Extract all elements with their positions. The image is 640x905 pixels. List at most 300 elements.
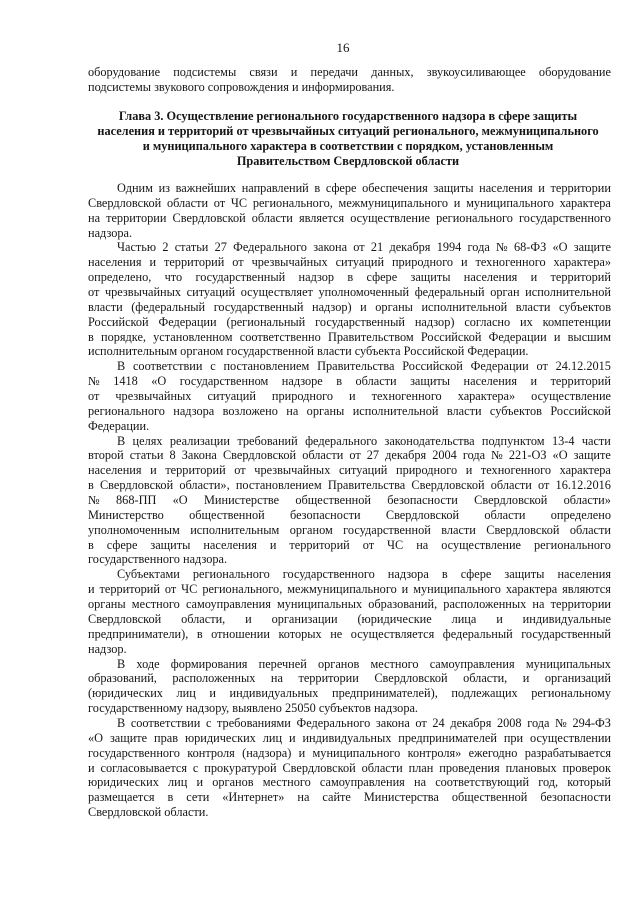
word: ЧС bbox=[387, 537, 404, 552]
word: безопасности bbox=[540, 790, 611, 805]
word: от bbox=[88, 285, 100, 300]
word: года bbox=[527, 715, 550, 730]
word: органы bbox=[88, 597, 126, 612]
word: от bbox=[415, 715, 427, 730]
text-line bbox=[88, 627, 611, 642]
word: Федерального bbox=[233, 240, 307, 255]
word: В bbox=[117, 656, 126, 671]
text-line bbox=[88, 330, 611, 345]
word: подпунктом bbox=[481, 433, 545, 448]
word: образований, bbox=[88, 671, 157, 686]
word: надзор) bbox=[414, 314, 455, 329]
word: территории bbox=[550, 597, 611, 612]
text-line bbox=[88, 211, 611, 226]
text-line bbox=[88, 716, 611, 731]
page-number: 16 bbox=[336, 40, 350, 55]
word: субъектов bbox=[489, 403, 542, 418]
paragraph bbox=[88, 240, 611, 359]
word: 27 bbox=[214, 240, 227, 255]
word: общественной bbox=[451, 790, 528, 805]
word: согласовывается bbox=[100, 760, 187, 775]
text-line: исполнительным органом государственной власти субъекта Российской Федерации. bbox=[88, 344, 529, 359]
word: надзор bbox=[298, 270, 335, 285]
word: власти bbox=[515, 299, 551, 314]
word: 21 bbox=[370, 240, 384, 255]
word: и bbox=[530, 270, 538, 285]
word: проведения bbox=[439, 760, 500, 775]
word: Свердловской bbox=[88, 195, 162, 210]
word: территории bbox=[550, 181, 611, 195]
word: установленном bbox=[153, 329, 233, 344]
word: и bbox=[245, 611, 252, 626]
word: юридических bbox=[88, 775, 159, 790]
word: от bbox=[164, 582, 177, 597]
word: расположенных bbox=[443, 597, 527, 612]
word: и bbox=[465, 463, 473, 478]
word: определено, bbox=[88, 270, 152, 285]
word: не bbox=[330, 626, 343, 641]
heading-line: населения и территорий от чрезвычайных ситуаций регионального, межмуниципального bbox=[97, 123, 599, 138]
word: Правительством bbox=[327, 329, 414, 344]
word: (надзора) bbox=[242, 745, 292, 760]
word: населения bbox=[557, 567, 611, 582]
word: федеральный bbox=[414, 285, 485, 300]
word: и bbox=[209, 686, 216, 701]
word: на bbox=[286, 403, 299, 418]
word: Министерство bbox=[88, 507, 164, 522]
text-line bbox=[88, 285, 611, 300]
word: Федерации bbox=[158, 314, 217, 329]
word: сети bbox=[186, 790, 210, 805]
word: при bbox=[503, 730, 524, 745]
word: территорий bbox=[289, 537, 350, 552]
word: муниципальных bbox=[277, 597, 363, 612]
text-line bbox=[88, 612, 611, 627]
word: в bbox=[88, 478, 94, 493]
word: защиты bbox=[150, 537, 191, 552]
word: и bbox=[461, 255, 468, 270]
word: года bbox=[462, 448, 486, 463]
word: Федерации bbox=[470, 359, 529, 374]
word: сфере bbox=[460, 567, 492, 582]
word: оборудование bbox=[88, 65, 161, 79]
word: лиц bbox=[176, 686, 196, 701]
word: области bbox=[166, 195, 209, 210]
word: от bbox=[234, 463, 246, 478]
word: в bbox=[88, 537, 94, 552]
word: области bbox=[490, 478, 532, 493]
word: № bbox=[555, 715, 567, 730]
word: 1994 bbox=[436, 240, 462, 255]
word: 1418 bbox=[113, 374, 138, 389]
word: осуществление bbox=[441, 537, 522, 552]
word: защиты bbox=[433, 181, 474, 195]
word: лиц bbox=[168, 775, 188, 790]
word: защите bbox=[109, 730, 148, 745]
word: и bbox=[88, 582, 95, 597]
word: населения bbox=[479, 181, 533, 195]
word: и bbox=[522, 671, 530, 686]
word: их bbox=[520, 314, 533, 329]
word: и bbox=[290, 65, 298, 79]
word: и bbox=[538, 181, 545, 195]
word: «О bbox=[172, 493, 188, 508]
text-line bbox=[88, 671, 611, 686]
word: муниципального bbox=[466, 195, 554, 210]
word: ситуаций bbox=[207, 389, 256, 404]
word: государственной bbox=[343, 522, 431, 537]
word: план bbox=[408, 760, 434, 775]
word: данных, bbox=[371, 65, 414, 79]
word: регионального bbox=[436, 210, 513, 225]
word: законодательства bbox=[384, 433, 475, 448]
word: территорий bbox=[550, 374, 611, 389]
word: оборудование bbox=[538, 65, 611, 79]
word: области bbox=[355, 374, 397, 389]
word: уполномоченным bbox=[88, 522, 180, 537]
paragraph bbox=[88, 434, 611, 568]
word: государственный bbox=[315, 314, 405, 329]
word: безопасности bbox=[387, 493, 458, 508]
word: безопасности bbox=[289, 507, 361, 522]
word: органом bbox=[289, 522, 333, 537]
word: в bbox=[88, 329, 94, 344]
word: проверок bbox=[562, 760, 611, 775]
word: защите bbox=[573, 448, 611, 463]
word: Министерстве bbox=[203, 493, 280, 508]
word: самоуправления bbox=[429, 656, 515, 671]
word: органов bbox=[317, 656, 360, 671]
word: размещается bbox=[88, 790, 155, 805]
word: предпринимателей), bbox=[332, 686, 438, 701]
word: самоуправления bbox=[319, 775, 405, 790]
word: на bbox=[297, 790, 310, 805]
word: муниципального bbox=[413, 582, 501, 597]
word: характера» bbox=[553, 255, 611, 270]
word: области bbox=[569, 522, 611, 537]
word: защиты bbox=[410, 374, 451, 389]
word: 24.12.2015 bbox=[555, 359, 611, 374]
word: № bbox=[491, 448, 503, 463]
word: ЧС bbox=[181, 582, 198, 597]
word: подсистемы bbox=[173, 65, 237, 79]
word: Закона bbox=[181, 448, 217, 463]
word: техногенного bbox=[480, 463, 551, 478]
word: закона bbox=[375, 715, 410, 730]
word: и bbox=[553, 329, 561, 344]
text-line bbox=[88, 359, 611, 374]
word: Свердловской bbox=[486, 522, 560, 537]
word: надзора bbox=[173, 403, 215, 418]
text-line bbox=[88, 389, 611, 404]
word: и bbox=[530, 374, 538, 389]
word: власти bbox=[441, 522, 476, 537]
text-line bbox=[88, 597, 611, 612]
word: и bbox=[401, 582, 409, 597]
word: требований bbox=[237, 433, 298, 448]
word: 24 bbox=[432, 715, 445, 730]
word: Свердловской bbox=[282, 760, 356, 775]
word: защиты bbox=[410, 270, 451, 285]
word: государственного bbox=[88, 745, 180, 760]
text-line bbox=[88, 374, 611, 389]
word: организации bbox=[271, 611, 338, 626]
word: и bbox=[88, 760, 95, 775]
word: «О bbox=[151, 374, 167, 389]
text-line bbox=[88, 508, 611, 523]
word: звукоусиливающее bbox=[426, 65, 526, 79]
word: чрезвычайных bbox=[254, 463, 331, 478]
word: субъектов bbox=[558, 299, 611, 314]
word: природного bbox=[395, 463, 458, 478]
text-line: надзор. bbox=[88, 641, 127, 656]
word: государственного bbox=[519, 210, 611, 225]
text-line: государственного надзора. bbox=[88, 552, 228, 567]
word: определено bbox=[550, 507, 611, 522]
chapter-heading bbox=[58, 109, 638, 168]
text-line bbox=[88, 538, 611, 553]
paragraph bbox=[88, 181, 611, 240]
word: соответственно bbox=[239, 329, 321, 344]
continuation-text bbox=[88, 65, 611, 95]
word: который bbox=[567, 775, 611, 790]
chapter-body bbox=[88, 181, 611, 820]
word: контроля» bbox=[407, 745, 462, 760]
word: 2008 bbox=[496, 715, 522, 730]
text-line bbox=[88, 196, 611, 211]
word: 8 bbox=[169, 448, 176, 463]
word: в bbox=[196, 626, 203, 641]
word: 294-ФЗ bbox=[572, 715, 611, 730]
word: Российской bbox=[402, 359, 463, 374]
word: характера» bbox=[457, 389, 516, 404]
word: территорий bbox=[550, 270, 611, 285]
word: индивидуальные bbox=[522, 611, 611, 626]
word: области», bbox=[179, 478, 230, 493]
word: государственный bbox=[521, 626, 611, 641]
word: образований, bbox=[368, 597, 438, 612]
word: закона bbox=[313, 240, 348, 255]
text-line bbox=[88, 315, 611, 330]
word: направлений bbox=[241, 181, 309, 195]
word: важнейших bbox=[175, 181, 237, 195]
text-line bbox=[88, 404, 611, 419]
text-line bbox=[88, 657, 611, 672]
word: лица bbox=[451, 611, 477, 626]
word: местного bbox=[131, 597, 180, 612]
text-line: Свердловской области. bbox=[88, 805, 209, 820]
word: государственном bbox=[179, 374, 269, 389]
word: (юридические bbox=[357, 611, 432, 626]
word: области, bbox=[181, 611, 226, 626]
word: является bbox=[298, 210, 345, 225]
word: Свердловской bbox=[222, 448, 297, 463]
word: (федеральный bbox=[131, 299, 206, 314]
word: разрабатывается bbox=[524, 745, 611, 760]
word: межмуниципального bbox=[338, 195, 449, 210]
word: сфере bbox=[366, 270, 398, 285]
word: техногенного bbox=[371, 389, 442, 404]
word: «О bbox=[552, 240, 568, 255]
word: власти bbox=[88, 299, 123, 314]
word: второй bbox=[88, 448, 124, 463]
text-line bbox=[88, 270, 611, 285]
word: на bbox=[413, 775, 427, 790]
word: в bbox=[347, 270, 354, 285]
word: высшим bbox=[567, 329, 611, 344]
word: и bbox=[196, 775, 204, 790]
text-line bbox=[88, 478, 611, 493]
word: территорий bbox=[163, 255, 225, 270]
word: постановлением bbox=[223, 359, 310, 374]
text-line bbox=[88, 790, 611, 805]
word: общественной bbox=[295, 493, 371, 508]
word: сайте bbox=[322, 790, 351, 805]
word: природного bbox=[271, 389, 334, 404]
word: защите bbox=[573, 240, 611, 255]
text-line bbox=[88, 181, 611, 196]
word: на bbox=[88, 210, 101, 225]
word: сфере bbox=[325, 181, 357, 195]
word: государственного bbox=[282, 567, 375, 582]
word: характера bbox=[559, 463, 611, 478]
word: соответствии bbox=[132, 359, 203, 374]
word: области bbox=[302, 448, 344, 463]
word: отношении bbox=[211, 626, 270, 641]
word: из bbox=[158, 181, 171, 195]
word: год, bbox=[538, 775, 559, 790]
word: органы bbox=[375, 299, 413, 314]
word: В bbox=[117, 359, 126, 374]
word: возложено bbox=[222, 403, 278, 418]
word: на bbox=[416, 537, 429, 552]
word: области» bbox=[563, 493, 611, 508]
word: осуществляется bbox=[350, 626, 435, 641]
word: на bbox=[270, 671, 283, 686]
word: Федерального bbox=[296, 715, 371, 730]
word: характера bbox=[559, 195, 611, 210]
text-line: надзора. bbox=[88, 225, 133, 240]
word: органов bbox=[212, 775, 254, 790]
word: от bbox=[88, 389, 100, 404]
word: Одним bbox=[117, 181, 153, 195]
word: чрезвычайных bbox=[115, 389, 192, 404]
word: декабря bbox=[385, 448, 427, 463]
word: 16.12.2016 bbox=[555, 478, 611, 493]
word: населения bbox=[203, 537, 257, 552]
word: (региональный bbox=[226, 314, 306, 329]
word: Министерства bbox=[363, 790, 439, 805]
word: статьи bbox=[129, 448, 164, 463]
word: осуществлении bbox=[530, 730, 611, 745]
word: межмуниципального bbox=[287, 582, 397, 597]
word: региональному bbox=[531, 686, 611, 701]
word: подлежащих bbox=[451, 686, 518, 701]
word: сфере bbox=[106, 537, 138, 552]
word: Свердловской bbox=[99, 478, 174, 493]
word: и bbox=[496, 611, 503, 626]
word: индивидуальных bbox=[302, 730, 392, 745]
word: статьи bbox=[174, 240, 209, 255]
word: территории bbox=[106, 210, 167, 225]
word: Свердловской bbox=[474, 493, 548, 508]
word: исполнительной bbox=[525, 285, 611, 300]
word: от bbox=[538, 478, 550, 493]
word: Российской bbox=[550, 403, 611, 418]
word: предприниматели), bbox=[88, 626, 189, 641]
text-line bbox=[88, 761, 611, 776]
word: контроля bbox=[187, 745, 235, 760]
word: в bbox=[336, 374, 343, 389]
word: декабря bbox=[389, 240, 431, 255]
word: Правительства bbox=[317, 359, 395, 374]
word: ЧС bbox=[230, 195, 248, 210]
text-line bbox=[88, 582, 611, 597]
word: муниципальных bbox=[525, 656, 611, 671]
word: власти bbox=[446, 403, 482, 418]
word: индивидуальных bbox=[229, 686, 319, 701]
word: обеспечения bbox=[362, 181, 428, 195]
word: с bbox=[210, 359, 216, 374]
word: с bbox=[192, 760, 199, 775]
word: «О bbox=[552, 448, 568, 463]
word: 2004 bbox=[432, 448, 457, 463]
word: населения bbox=[463, 270, 518, 285]
paragraph bbox=[88, 716, 611, 820]
text-line: Федерации. bbox=[88, 418, 150, 433]
word: и bbox=[269, 537, 277, 552]
word: и bbox=[298, 745, 306, 760]
text-line bbox=[88, 775, 611, 790]
word: территорий bbox=[165, 463, 226, 478]
word: надзоре bbox=[281, 374, 323, 389]
word: реализации bbox=[169, 433, 230, 448]
word: территории bbox=[298, 671, 359, 686]
word: области, bbox=[463, 671, 508, 686]
word: Российской bbox=[420, 329, 482, 344]
word: области bbox=[251, 210, 293, 225]
word: от bbox=[213, 195, 226, 210]
word: лиц bbox=[262, 730, 283, 745]
word: уполномоченный bbox=[318, 285, 410, 300]
word: 221-ОЗ bbox=[508, 448, 547, 463]
word: расположенных bbox=[172, 671, 256, 686]
word: Частью bbox=[117, 240, 157, 255]
text-line bbox=[88, 65, 611, 80]
word: от bbox=[536, 359, 548, 374]
word: ежегодно bbox=[468, 745, 518, 760]
word: и bbox=[150, 463, 157, 478]
word: населения bbox=[88, 255, 142, 270]
word: соответствующий bbox=[435, 775, 530, 790]
paragraph bbox=[88, 567, 611, 656]
word: и bbox=[360, 299, 367, 314]
paragraph bbox=[88, 359, 611, 433]
word: прокуратурой bbox=[204, 760, 277, 775]
word: 27 bbox=[366, 448, 380, 463]
word: регионального bbox=[533, 537, 611, 552]
word: и bbox=[349, 389, 356, 404]
word: и bbox=[453, 195, 461, 210]
text-line bbox=[88, 463, 611, 478]
word: надзора bbox=[387, 567, 429, 582]
word: связи bbox=[249, 65, 278, 79]
word: года bbox=[467, 240, 490, 255]
word: 2 bbox=[162, 240, 169, 255]
word: порядке, bbox=[100, 329, 146, 344]
word: прав bbox=[154, 730, 179, 745]
word: ситуаций bbox=[186, 285, 236, 300]
